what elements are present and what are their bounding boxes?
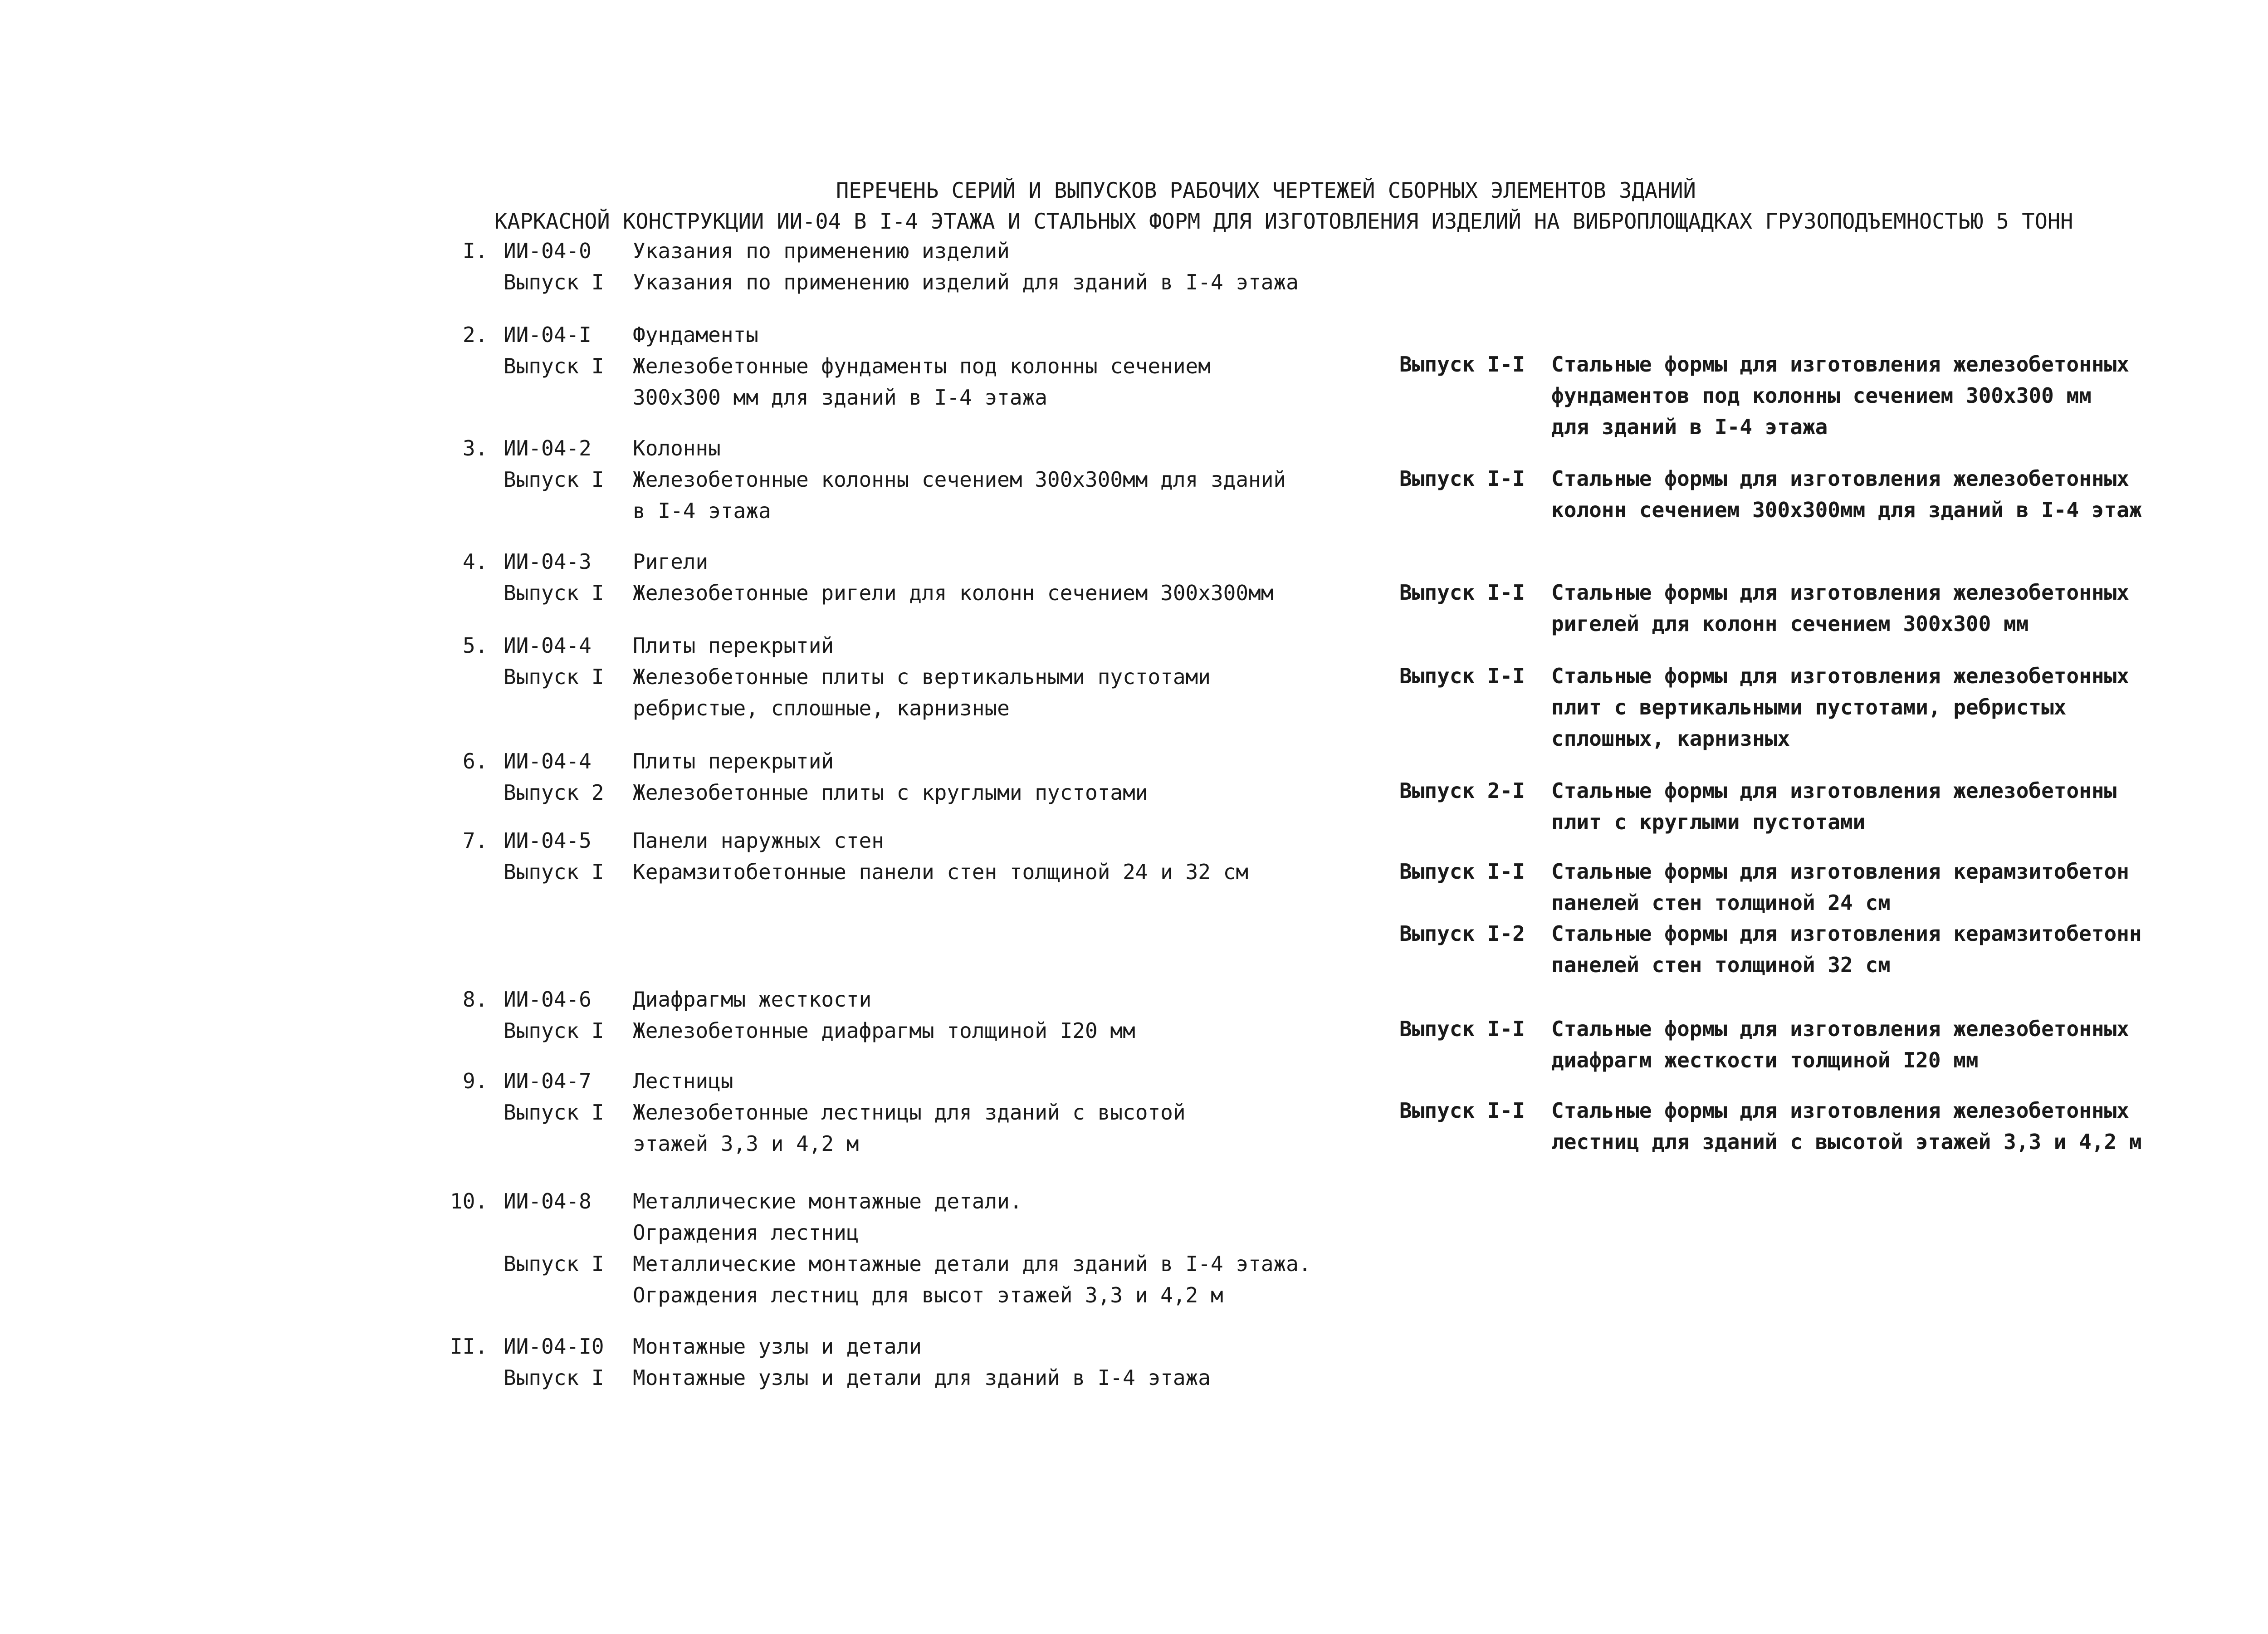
entry-number: 10. [450, 1189, 488, 1213]
issue-description-line: Металлические монтажные детали для зданий в I-4 этажа. [633, 1252, 1311, 1276]
series-code: ИИ-04-2 [503, 436, 591, 460]
series-code: ИИ-04-8 [503, 1189, 591, 1213]
issue-label: Выпуск I [503, 665, 604, 689]
series-title: Плиты перекрытий [633, 633, 834, 658]
form-description-line: для зданий в I-4 этажа [1551, 415, 1828, 439]
issue-description-line: Керамзитобетонные панели стен толщиной 24 и 32 см [633, 860, 1249, 884]
series-code: ИИ-04-7 [503, 1069, 591, 1093]
form-description-line: фундаментов под колонны сечением 300x300 мм [1551, 383, 2092, 408]
form-description-line: диафрагм жесткости толщиной I20 мм [1551, 1048, 1979, 1072]
form-issue-label: Выпуск I-I [1399, 1098, 1525, 1123]
form-description-line: Стальные формы для изготовления керамзитобетонн [1551, 921, 2142, 946]
entry-number: 9. [463, 1069, 488, 1093]
series-code: ИИ-04-0 [503, 239, 591, 263]
header-line-1: ПЕРЕЧЕНЬ СЕРИЙ И ВЫПУСКОВ РАБОЧИХ ЧЕРТЕЖЕЙ СБОРНЫХ ЭЛЕМЕНТОВ ЗДАНИЙ [836, 178, 1696, 203]
series-code: ИИ-04-3 [503, 549, 591, 574]
entry-number: I. [463, 239, 488, 263]
series-title: Плиты перекрытий [633, 749, 834, 773]
series-title: Панели наружных стен [633, 828, 884, 853]
entry-number: 7. [463, 828, 488, 853]
series-title: Лестницы [633, 1069, 733, 1093]
issue-description-line: Железобетонные диафрагмы толщиной I20 мм [633, 1018, 1135, 1043]
issue-description-line: Железобетонные ригели для колонн сечением 300x300мм [633, 581, 1274, 605]
form-description-line: лестниц для зданий с высотой этажей 3,3 и 4,2 м [1551, 1130, 2142, 1154]
form-description-line: ригелей для колонн сечением 300x300 мм [1551, 612, 2029, 636]
series-title: Монтажные узлы и детали [633, 1334, 922, 1359]
issue-description-line: Железобетонные плиты с круглыми пустотами [633, 780, 1148, 805]
series-code: ИИ-04-6 [503, 987, 591, 1012]
issue-description-line: ребристые, сплошные, карнизные [633, 696, 1010, 720]
issue-description-line: в I-4 этажа [633, 499, 771, 523]
series-title: Диафрагмы жесткости [633, 987, 872, 1012]
entry-number: 8. [463, 987, 488, 1012]
header-line-2: КАРКАСНОЙ КОНСТРУКЦИИ ИИ-04 В I-4 ЭТАЖА И СТАЛЬНЫХ ФОРМ ДЛЯ ИЗГОТОВЛЕНИЯ ИЗДЕЛИЙ НА ВИБРОПЛОЩАДКАХ ГРУЗОПОДЪЕМНОСТЬЮ 5 ТОНН [494, 209, 2073, 234]
form-description-line: плит с вертикальными пустотами, ребристых [1551, 695, 2067, 719]
series-code: ИИ-04-4 [503, 749, 591, 773]
form-issue-label: Выпуск I-2 [1399, 921, 1525, 946]
form-issue-label: Выпуск 2-I [1399, 778, 1525, 803]
form-description-line: Стальные формы для изготовления железобетонных [1551, 580, 2129, 605]
issue-description-line: Железобетонные фундаменты под колонны сечением [633, 354, 1211, 378]
series-title-line-2: Ограждения лестниц [633, 1220, 859, 1245]
issue-label: Выпуск I [503, 1252, 604, 1276]
issue-description-line: Железобетонные лестницы для зданий с высотой [633, 1100, 1186, 1125]
form-issue-label: Выпуск I-I [1399, 466, 1525, 491]
series-code: ИИ-04-4 [503, 633, 591, 658]
form-description-line: Стальные формы для изготовления керамзитобетон [1551, 859, 2129, 884]
series-code: ИИ-04-I0 [503, 1334, 604, 1359]
form-description-line: Стальные формы для изготовления железобетонных [1551, 466, 2129, 491]
issue-label: Выпуск I [503, 354, 604, 378]
form-description-line: Стальные формы для изготовления железобетонных [1551, 1017, 2129, 1041]
issue-label: Выпуск 2 [503, 780, 604, 805]
form-issue-label: Выпуск I-I [1399, 580, 1525, 605]
form-issue-label: Выпуск I-I [1399, 664, 1525, 688]
form-description-line: Стальные формы для изготовления железобетонны [1551, 778, 2117, 803]
series-title: Фундаменты [633, 323, 758, 347]
form-description-line: сплошных, карнизных [1551, 726, 1790, 751]
issue-label: Выпуск I [503, 467, 604, 492]
series-code: ИИ-04-I [503, 323, 591, 347]
form-description-line: плит с круглыми пустотами [1551, 810, 1866, 834]
form-issue-label: Выпуск I-I [1399, 352, 1525, 377]
issue-label: Выпуск I [503, 581, 604, 605]
entry-number: 6. [463, 749, 488, 773]
issue-label: Выпуск I [503, 1365, 604, 1390]
series-code: ИИ-04-5 [503, 828, 591, 853]
entry-number: 5. [463, 633, 488, 658]
form-description-line: панелей стен толщиной 24 см [1551, 890, 1891, 915]
entry-number: 4. [463, 549, 488, 574]
issue-description-line: Железобетонные колонны сечением 300x300мм для зданий [633, 467, 1286, 492]
form-description-line: панелей стен толщиной 32 см [1551, 953, 1891, 977]
issue-description-line: Железобетонные плиты с вертикальными пустотами [633, 665, 1211, 689]
issue-description-line: этажей 3,3 и 4,2 м [633, 1131, 859, 1156]
issue-label: Выпуск I [503, 1018, 604, 1043]
issue-label: Выпуск I [503, 1100, 604, 1125]
series-title: Колонны [633, 436, 721, 460]
form-description-line: Стальные формы для изготовления железобетонных [1551, 664, 2129, 688]
entry-number: 3. [463, 436, 488, 460]
issue-description-line: Монтажные узлы и детали для зданий в I-4 этажа [633, 1365, 1211, 1390]
form-description-line: Стальные формы для изготовления железобетонных [1551, 1098, 2129, 1123]
form-description-line: Стальные формы для изготовления железобетонных [1551, 352, 2129, 377]
issue-description-line: Ограждения лестниц для высот этажей 3,3 и 4,2 м [633, 1283, 1223, 1307]
series-title: Ригели [633, 549, 709, 574]
series-title: Указания по применению изделий [633, 239, 1010, 263]
issue-description-line: Указания по применению изделий для зданий в I-4 этажа [633, 270, 1299, 294]
issue-description-line: 300x300 мм для зданий в I-4 этажа [633, 385, 1047, 410]
entry-number: 2. [463, 323, 488, 347]
issue-label: Выпуск I [503, 270, 604, 294]
form-issue-label: Выпуск I-I [1399, 1017, 1525, 1041]
entry-number: II. [450, 1334, 488, 1359]
form-issue-label: Выпуск I-I [1399, 859, 1525, 884]
issue-label: Выпуск I [503, 860, 604, 884]
series-title: Металлические монтажные детали. [633, 1189, 1022, 1213]
form-description-line: колонн сечением 300x300мм для зданий в I-4 этаж [1551, 498, 2142, 522]
